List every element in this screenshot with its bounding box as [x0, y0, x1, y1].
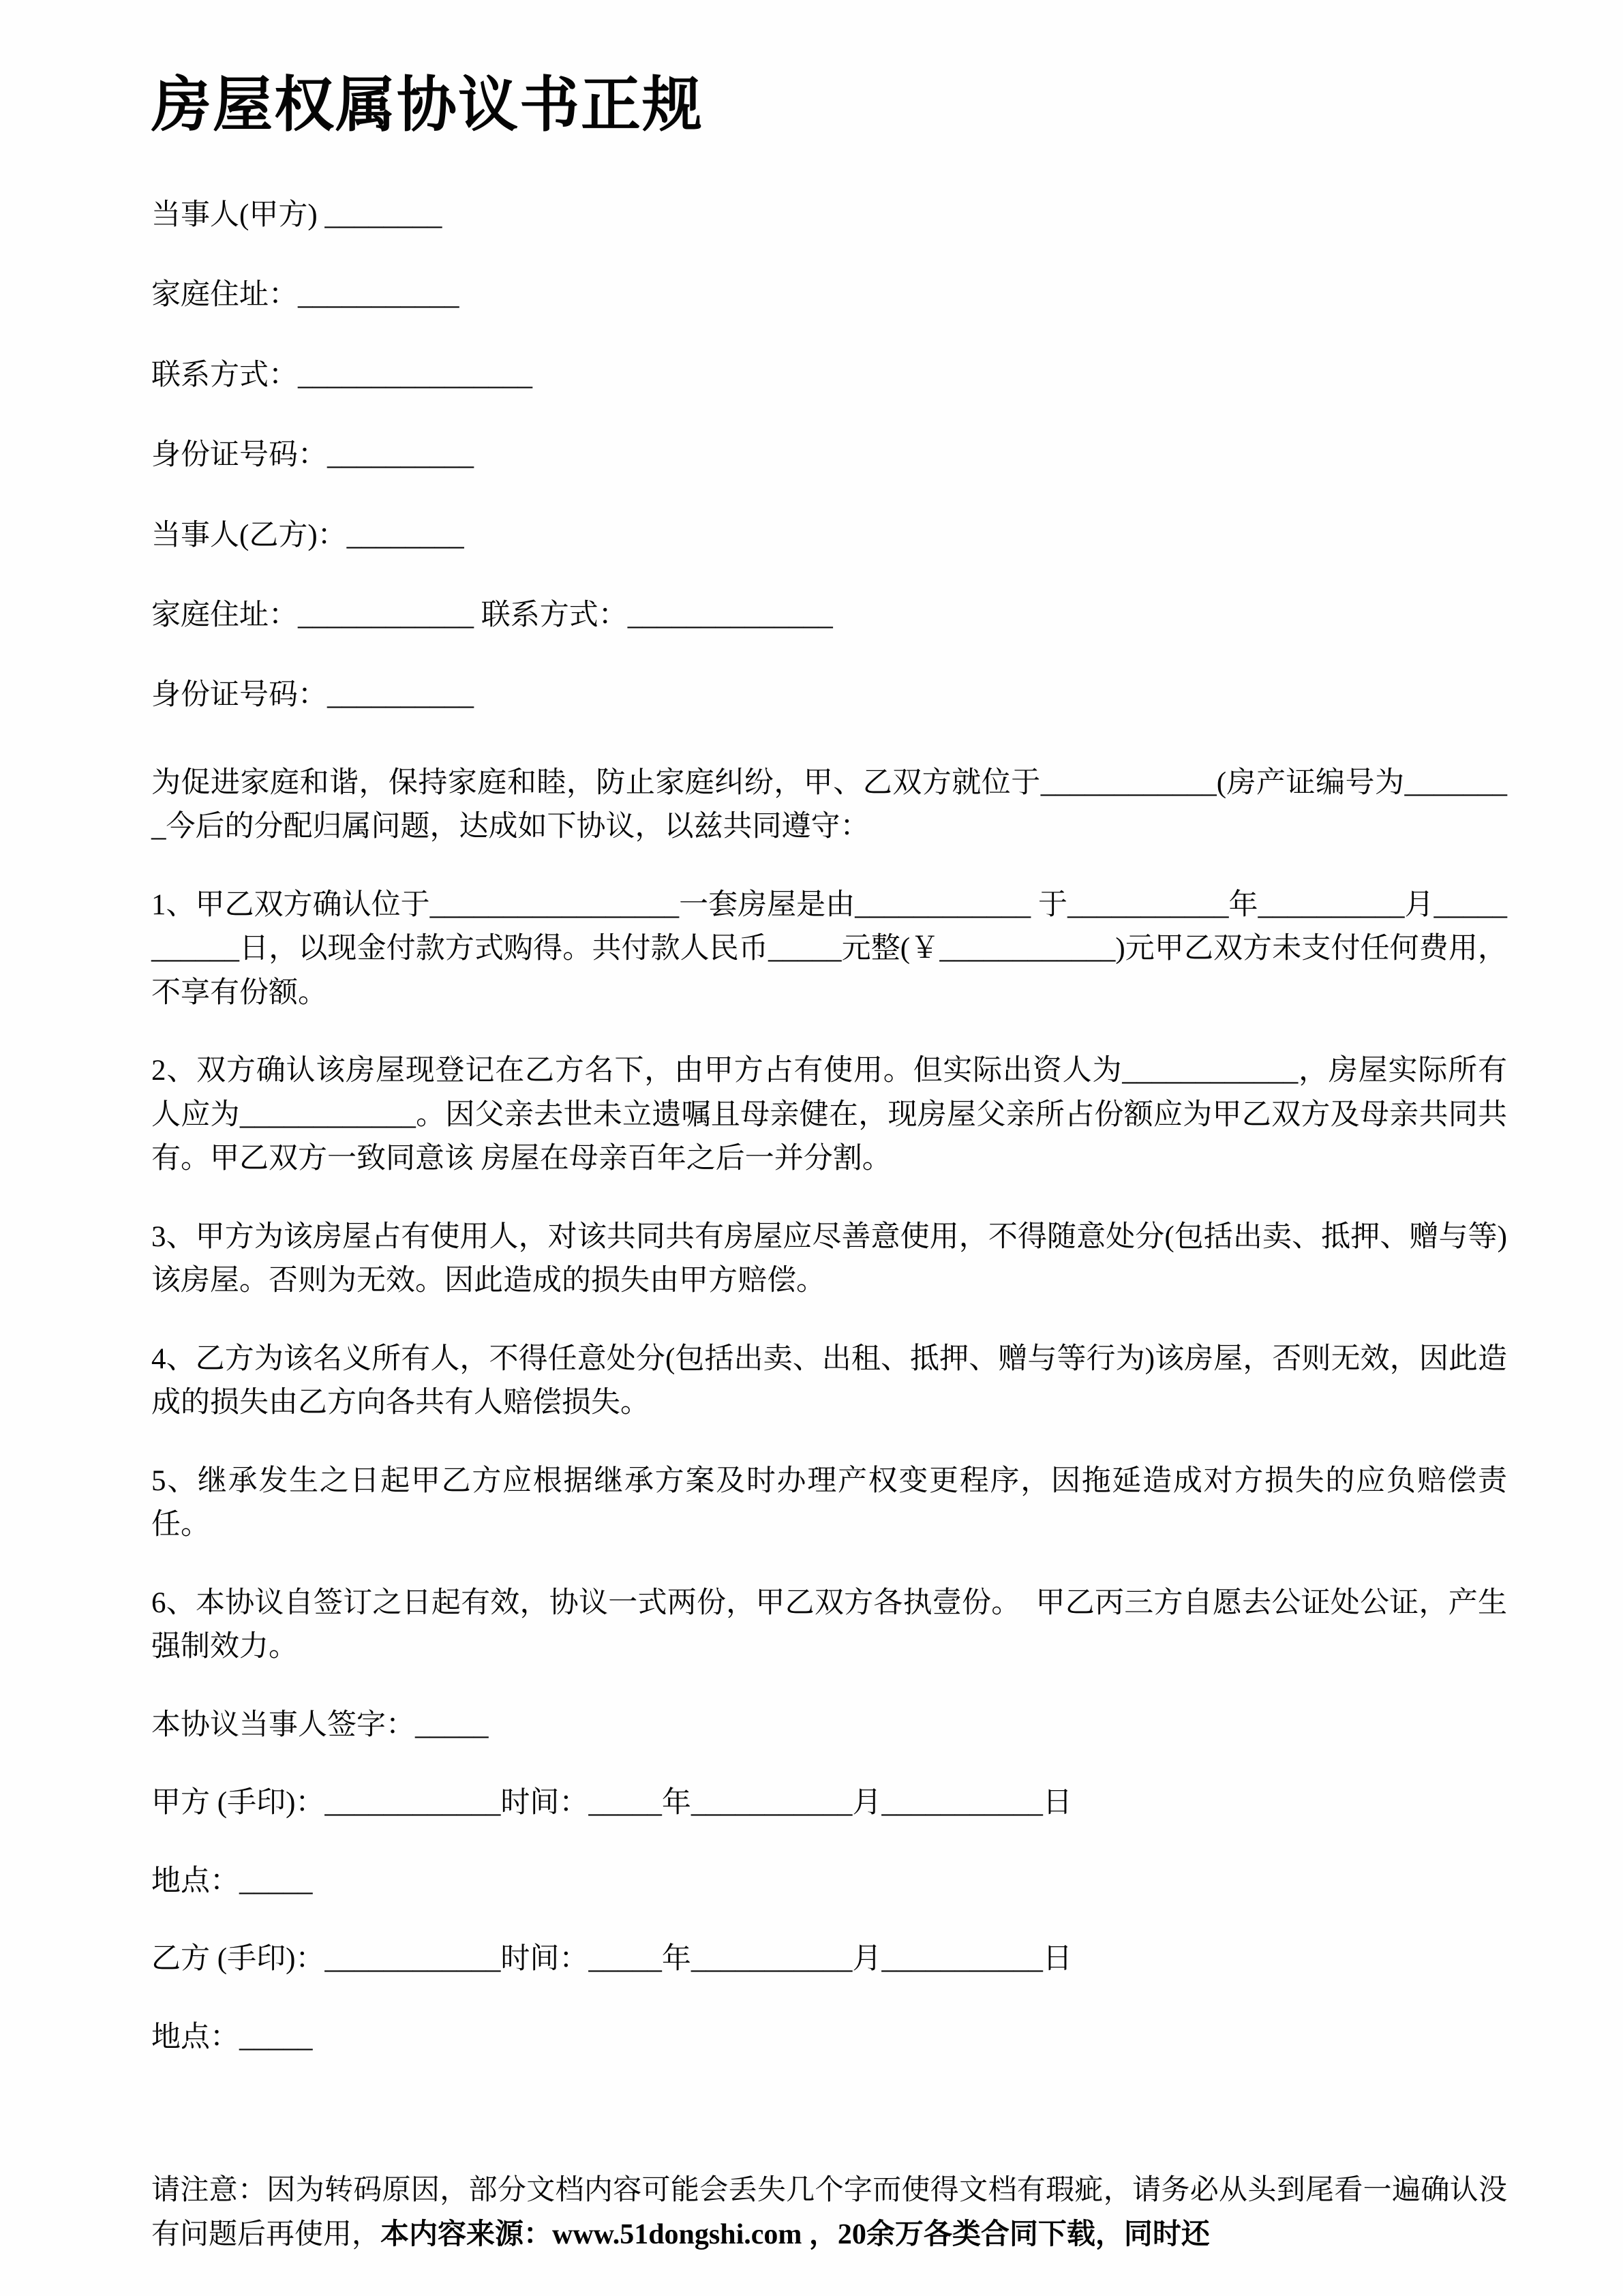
field-id-number-b: 身份证号码：__________ — [151, 679, 474, 712]
field-party-b: 当事人(乙方)：________ — [151, 519, 464, 552]
clause-2: 2、双方确认该房屋现登记在乙方名下，由甲方占有使用。但实际出资人为____________，房屋实际所有人应为____________。因父亲去世未立遗嘱且母亲健在，现房屋父亲所占份额应为甲乙双方及母亲共同共有。甲乙双方一致同意该 房屋在母亲百年之后一并分割。 — [151, 1055, 1507, 1175]
clause-6: 6、本协议自签订之日起有效，协议一式两份，甲乙双方各执壹份。 甲乙丙三方自愿去公证处公证，产生强制效力。 — [151, 1586, 1507, 1663]
document-title: 房屋权属协议书正规 — [151, 73, 704, 139]
field-address-contact-b: 家庭住址：____________ 联系方式：______________ — [151, 599, 833, 631]
party-b-signature-line: 乙方 (手印)：____________时间：_____年___________月___________日 — [151, 1943, 1072, 1976]
clause-4: 4、乙方为该名义所有人，不得任意处分(包括出卖、出租、抵押、赠与等行为)该房屋，否则无效，因此造成的损失由乙方向各共有人赔偿损失。 — [151, 1342, 1507, 1419]
field-party-a: 当事人(甲方) ________ — [151, 198, 442, 231]
field-home-address-a: 家庭住址：___________ — [151, 279, 459, 312]
field-contact-a: 联系方式：________________ — [151, 359, 532, 391]
intro-paragraph: 为促进家庭和谐，保持家庭和睦，防止家庭纠纷，甲、乙双方就位于____________(房产证编号为________今后的分配归属问题，达成如下协议，以兹共同遵守： — [151, 766, 1507, 843]
field-id-number-a: 身份证号码：__________ — [151, 439, 474, 472]
notice-normal-text: 请注意：因为转码原因，部分文档内容可能会丢失几个字而使得文档有瑕疵，请务必从头到尾看一遍确认没有问题后再使用， — [151, 2175, 1507, 2251]
location-b-line: 地点：_____ — [151, 2021, 313, 2053]
clause-3: 3、甲方为该房屋占有使用人，对该共同共有房屋应尽善意使用，不得随意处分(包括出卖、抵押、赠与等)该房屋。否则为无效。因此造成的损失由甲方赔偿。 — [151, 1220, 1507, 1297]
signature-heading: 本协议当事人签字：_____ — [151, 1708, 489, 1741]
clause-5: 5、继承发生之日起甲乙方应根据继承方案及时办理产权变更程序，因拖延造成对方损失的应负赔偿责任。 — [151, 1464, 1507, 1541]
footer-notice — [151, 2169, 1507, 2257]
notice-source-text: 本内容来源：www.51dongshi.com ，20余万各类合同下载，同时还 — [380, 2219, 1210, 2251]
location-a-line: 地点：_____ — [151, 1864, 313, 1897]
clause-1: 1、甲乙双方确认位于_________________一套房屋是由____________ 于___________年__________月___________日，以现金付款方式购得。共付款人民币_____元整(￥____________)元甲乙双方未支付任何费用，不享有份额。 — [151, 888, 1507, 1009]
party-a-signature-line: 甲方 (手印)：____________时间：_____年___________月___________日 — [151, 1787, 1072, 1819]
